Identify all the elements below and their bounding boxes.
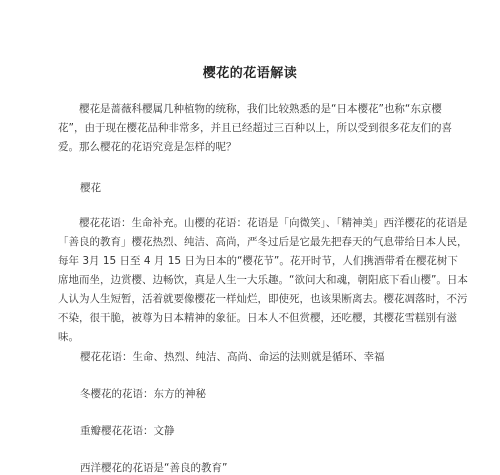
- main-paragraph: 樱花花语：生命补充。山樱的花语：花语是「向微笑」、「精神美」西洋樱花的花语是「善良的教育」樱花热烈、纯洁、高尚，严冬过后是它最先把春天的气息带给日本人民，每年 3月 15 日至 4 月 15 日为日本的“樱花节”。花开时节，人们携酒带肴在樱花树下席地而坐，边赏樱、边畅饮，真是人生一大乐趣。“欲问大和魂，朝阳底下看山樱”。日本人认为人生短暂，活着就要像樱花一样灿烂，即使死，也该果断离去。樱花凋落时，不污不染，很干脆，被尊为日本精神的象征。日本人不但赏樱，还吃樱，其樱花雪糕别有滋味。: [58, 217, 468, 343]
- winter-sakura-line: 冬樱花的花语：东方的神秘: [80, 388, 206, 400]
- article-title: 樱花的花语解读: [202, 66, 298, 81]
- western-sakura-line: 西洋樱花的花语是“善良的教育”: [80, 462, 228, 474]
- double-petal-sakura-line: 重瓣樱花花语：文静: [80, 425, 175, 437]
- intro-paragraph: 樱花是蔷薇科樱属几种植物的统称，我们比较熟悉的是“日本樱花”也称“东京樱花”，由于现在樱花品种非常多，并且已经超过三百种以上，所以受到很多花友们的喜爱。那么樱花的花语究竟是怎样的呢？: [58, 103, 452, 153]
- flower-language-line: 樱花花语：生命、热烈、纯洁、高尚、命运的法则就是循环、幸福: [80, 351, 385, 363]
- section-heading: 樱花: [80, 182, 101, 194]
